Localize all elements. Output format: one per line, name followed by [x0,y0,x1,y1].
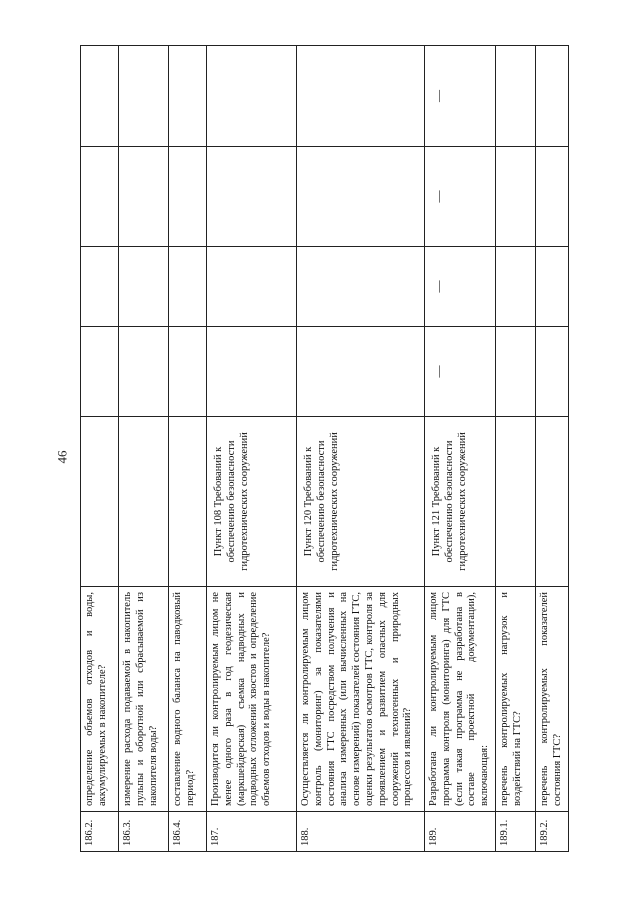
requirement-reference: Пункт 120 Требований к обеспечению безопасности гидротехнических сооружений [297,417,425,587]
table-row [297,46,425,852]
comment-cell [119,46,169,147]
comment-cell [495,46,535,147]
question-text: Разработана ли контролируемым лицом программа контроля (мониторинга) для ГТС (если такая программа не разработана в составе проектной документации), включающая: [425,587,496,812]
comment-cell [81,46,119,147]
answer-na-cell [119,147,169,247]
comment-cell [535,46,568,147]
row-number: 189. [425,812,496,852]
table-row [169,46,207,852]
requirement-reference: Пункт 121 Требований к обеспечению безопасности гидротехнических сооружений [425,417,496,587]
answer-no-cell [169,247,207,327]
answer-na-cell [81,147,119,247]
requirement-reference [81,417,119,587]
page-number: 46 [54,450,70,464]
answer-na-cell: — [425,147,496,247]
row-number: 187. [207,812,297,852]
answer-na-cell [495,147,535,247]
table-row [425,46,496,852]
question-text: перечень контролируемых показателей состояния ГТС? [535,587,568,812]
row-number: 186.2. [81,812,119,852]
question-text: определение объемов отходов и воды, аккумулируемых в накопителе? [81,587,119,812]
answer-yes-cell [81,327,119,417]
answer-no-cell [495,247,535,327]
answer-yes-cell [297,327,425,417]
requirement-reference [495,417,535,587]
comment-cell [297,46,425,147]
table-row [119,46,169,852]
table-row [535,46,568,852]
answer-no-cell: — [425,247,496,327]
requirement-reference [119,417,169,587]
answer-na-cell [535,147,568,247]
requirement-reference [535,417,568,587]
row-number: 188. [297,812,425,852]
table-row [495,46,535,852]
answer-yes-cell [119,327,169,417]
answer-yes-cell [207,327,297,417]
row-number: 186.4. [169,812,207,852]
answer-yes-cell [169,327,207,417]
answer-no-cell [535,247,568,327]
requirement-reference [169,417,207,587]
answer-na-cell [297,147,425,247]
answer-no-cell [81,247,119,327]
question-text: Осуществляется ли контролируемым лицом контроль (мониторинг) за показателями состояния ГТС посредством получения и анализа измеренных (или вычисленных на основе измерений) показателей состояния ГТС, оценки результатов осмотров ГТС, контроля за проявлением и развитием опасных для сооружений техногенных и природных процессов и явлений? [297,587,425,812]
answer-na-cell [169,147,207,247]
row-number: 189.2. [535,812,568,852]
question-text: перечень контролируемых нагрузок и воздействий на ГТС? [495,587,535,812]
question-text: составление водного баланса на паводковый период? [169,587,207,812]
checklist-table [80,45,569,852]
table-row [81,46,119,852]
answer-yes-cell: — [425,327,496,417]
answer-yes-cell [495,327,535,417]
row-number: 186.3. [119,812,169,852]
answer-no-cell [297,247,425,327]
row-number: 189.1. [495,812,535,852]
question-text: Производится ли контролируемым лицом не менее одного раза в год геодезическая (маркшейдерская) съемка надводных и подводных отложений хвостов и определение объемов отходов и воды в накопителе? [207,587,297,812]
question-text: измерение расхода подаваемой в накопитель пульпы и оборотной или сбрасываемой из накопителя воды? [119,587,169,812]
comment-cell [169,46,207,147]
answer-no-cell [207,247,297,327]
requirement-reference: Пункт 108 Требований к обеспечению безопасности гидротехнических сооружений [207,417,297,587]
comment-cell [207,46,297,147]
comment-cell: — [425,46,496,147]
answer-na-cell [207,147,297,247]
answer-no-cell [119,247,169,327]
table-row [207,46,297,852]
rotated-table-container [80,46,563,852]
answer-yes-cell [535,327,568,417]
